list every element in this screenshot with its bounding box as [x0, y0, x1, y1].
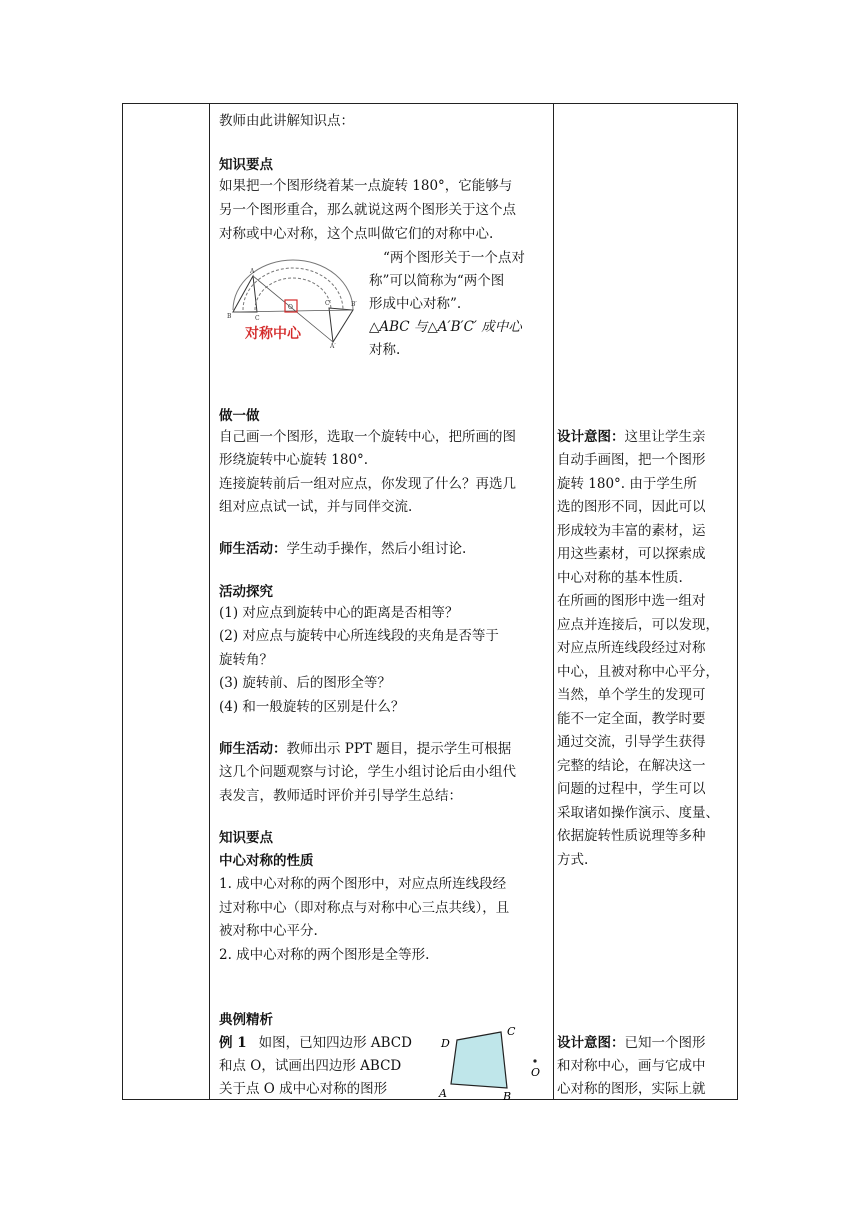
design-intent-2-first — [557, 1034, 706, 1052]
column-divider-2 — [553, 104, 554, 1099]
fig-label-b-prime: B′ — [351, 301, 357, 308]
triangle-a-b-c-prime — [329, 308, 353, 342]
design-intent-line: 能不一定全面，教学时要 — [557, 711, 706, 727]
explore-line: (4) 和一般旋转的区别是什么？ — [219, 699, 405, 715]
knowledge-title-2: 知识要点 — [219, 830, 273, 846]
design-intent-2-text: 已知一个图形 — [624, 1035, 706, 1051]
design-intent-line: 选的图形不同，因此可以 — [557, 499, 706, 515]
design-intent-line: 中心对称的基本性质. — [557, 570, 683, 586]
design-intent-line: 自动手画图，把一个图形 — [557, 452, 706, 468]
design-intent-line: 当然，单个学生的发现可 — [557, 687, 706, 703]
design-intent-line: 在所画的图形中选一组对 — [557, 593, 706, 609]
quad-label-o: O — [531, 1066, 541, 1079]
design-intent-2-label: 设计意图： — [557, 1035, 625, 1051]
fig-label-b: B — [227, 313, 232, 320]
explore-line: 旋转角？ — [219, 652, 273, 668]
design-intent-line: 对应点所连线段经过对称 — [557, 640, 706, 656]
example-line: 和点 O，试画出四边形 ABCD — [219, 1058, 402, 1074]
activity-2-line: 这几个问题观察与讨论，学生小组讨论后由小组代 — [219, 764, 516, 780]
fig-label-c: C — [255, 315, 260, 322]
try-line: 自己画一个图形，选取一个旋转中心，把所画的图 — [219, 429, 516, 445]
design-intent-line: 中心，且被对称中心平分， — [557, 664, 719, 680]
quad-label-a: A — [439, 1087, 447, 1100]
try-line: 形绕旋转中心旋转 180°. — [219, 452, 369, 468]
design-intent-first — [557, 428, 706, 446]
quad-label-c: C — [507, 1025, 516, 1038]
fig-label-a-prime: A′ — [330, 343, 336, 350]
design-intent-2-line: 和对称中心，画与它成中 — [557, 1058, 706, 1074]
activity-2-line: 表发言，教师适时评价并引导学生总结： — [219, 788, 462, 804]
design-intent-line: 依据旋转性质说理等多种 — [557, 828, 706, 844]
activity-2-text: 教师出示 PPT 题目，提示学生可根据 — [286, 741, 512, 757]
intro-text: 教师由此讲解知识点： — [219, 113, 354, 129]
fig-label-c-prime: C′ — [325, 300, 331, 307]
design-intent-2-line: 心对称的图形，实际上就 — [557, 1081, 706, 1097]
activity-2-first — [219, 740, 511, 758]
example-text: 如图，已知四边形 ABCD — [258, 1035, 412, 1051]
property-line: 过对称中心（即对称点与对称中心三点共线），且 — [219, 900, 510, 916]
design-column — [557, 104, 737, 1099]
try-line: 连接旋转前后一组对应点，你发现了什么？再选几 — [219, 476, 516, 492]
design-intent-text: 这里让学生亲 — [624, 429, 706, 445]
design-intent-line: 用这些素材，可以探索成 — [557, 546, 706, 562]
rotation-figure — [225, 248, 359, 350]
content-column — [219, 104, 553, 1099]
try-line: 组对应点试一试，并与同伴交流. — [219, 499, 413, 515]
figure-note-line: 形成中心对称”. — [369, 296, 462, 312]
example-title: 典例精析 — [219, 1012, 273, 1028]
design-intent-line: 应点并连接后，可以发现， — [557, 617, 719, 633]
quadrilateral-abcd — [451, 1032, 507, 1088]
figure-note-line: 称”可以简称为“两个图 — [369, 273, 505, 289]
point-o — [533, 1059, 536, 1062]
explore-line: (1) 对应点到旋转中心的距离是否相等？ — [219, 605, 459, 621]
column-divider-1 — [209, 104, 210, 1099]
design-intent-line: 问题的过程中，学生可以 — [557, 781, 706, 797]
quadrilateral-figure — [437, 1024, 553, 1100]
activity-2-label: 师生活动： — [219, 741, 287, 757]
symmetry-center-label: 对称中心 — [245, 326, 301, 342]
explore-title: 活动探究 — [219, 584, 273, 600]
try-title: 做一做 — [219, 408, 260, 424]
activity-1 — [219, 540, 466, 558]
explore-line: (2) 对应点与旋转中心所连线段的夹角是否等于 — [219, 628, 499, 644]
design-intent-line: 采取诸如操作演示、度量、 — [557, 805, 719, 821]
property-line: 被对称中心平分. — [219, 923, 318, 939]
design-intent-line: 通过交流，引导学生获得 — [557, 734, 706, 750]
quad-label-b: B — [503, 1090, 512, 1100]
fig-label-o: O — [288, 304, 293, 311]
property-line: 1. 成中心对称的两个图形中，对应点所连线段经 — [219, 876, 507, 892]
definition-line: 对称或中心对称，这个点叫做它们的对称中心. — [219, 226, 494, 242]
definition-line: 另一个图形重合，那么就说这两个图形关于这个点 — [219, 202, 516, 218]
fig-label-a: A — [250, 268, 255, 275]
triangle-abc — [233, 276, 257, 312]
lesson-table — [122, 103, 738, 1100]
property-title: 中心对称的性质 — [219, 853, 314, 869]
triangle-note: △ABC 与△A′B′C′ 成中心 — [369, 319, 522, 335]
quad-label-d: D — [441, 1037, 450, 1050]
design-intent-line: 方式. — [557, 852, 589, 868]
activity-1-label: 师生活动： — [219, 541, 287, 557]
design-intent-label: 设计意图： — [557, 429, 625, 445]
example-line: 关于点 O 成中心对称的图形 — [219, 1081, 388, 1097]
rotation-arc-inner — [255, 278, 331, 310]
explore-line: (3) 旋转前、后的图形全等？ — [219, 675, 391, 691]
design-intent-line: 形成较为丰富的素材，运 — [557, 523, 706, 539]
design-intent-line: 完整的结论，在解决这一 — [557, 758, 706, 774]
triangle-note-end: 对称. — [369, 342, 401, 358]
activity-1-text: 学生动手操作，然后小组讨论. — [286, 541, 467, 557]
design-intent-line: 旋转 180°. 由于学生所 — [557, 476, 697, 492]
definition-line: 如果把一个图形绕着某一点旋转 180°，它能够与 — [219, 178, 513, 194]
figure-note-line: “两个图形关于一个点对 — [383, 250, 525, 266]
example-line-first — [219, 1034, 412, 1052]
example-label: 例 1 — [219, 1035, 247, 1051]
property-line: 2. 成中心对称的两个图形是全等形. — [219, 947, 430, 963]
knowledge-title-1: 知识要点 — [219, 157, 273, 173]
